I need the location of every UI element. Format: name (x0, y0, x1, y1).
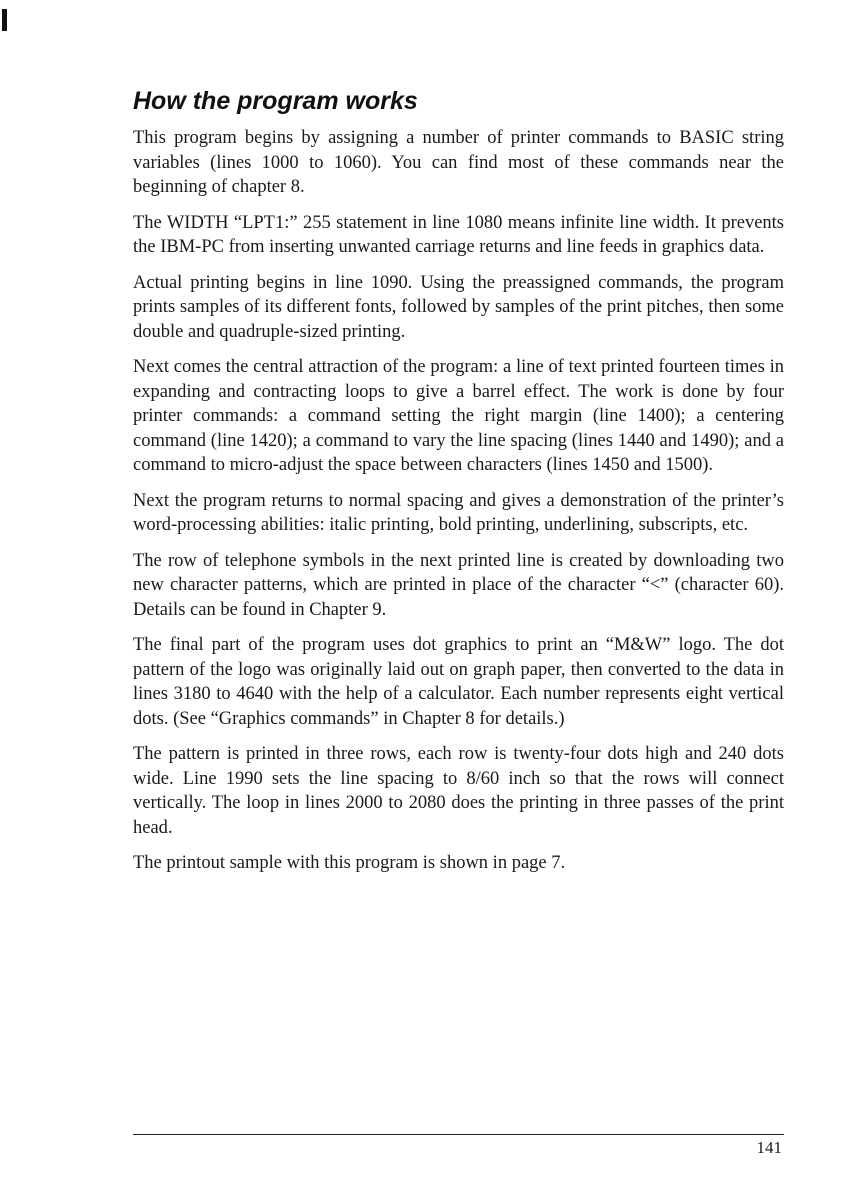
paragraph-3: Actual printing begins in line 1090. Using the preassigned commands, the program prints samples of its different fonts, followed by samples of the print pitches, then some double and quadruple-sized printing. (133, 272, 784, 342)
page-number: 141 (756, 1138, 782, 1157)
footer-divider (133, 1134, 784, 1135)
paragraph-2: The WIDTH “LPT1:” 255 statement in line 1080 means infinite line width. It prevents the IBM-PC from inserting unwanted carriage returns and line feeds in graphics data. (133, 212, 784, 257)
paragraph-9: The printout sample with this program is shown in page 7. (133, 853, 566, 873)
document-page (133, 86, 784, 887)
paragraph-8: The pattern is printed in three rows, each row is twenty-four dots high and 240 dots wide. Line 1990 sets the line spacing to 8/60 inch so that the rows will connect vertically. The loop in lines 2000 to 2080 does the printing in three passes of the print head. (133, 744, 784, 838)
paragraph-5: Next the program returns to normal spacing and gives a demonstration of the printer’s word-processing abilities: italic printing, bold printing, underlining, subscripts, etc. (133, 490, 784, 535)
paragraph-1: This program begins by assigning a number of printer commands to BASIC string variables (lines 1000 to 1060). You can find most of these commands near the beginning of chapter 8. (133, 128, 784, 197)
paragraph-6: The row of telephone symbols in the next printed line is created by downloading two new character patterns, which are printed in place of the character “<” (character 60). Details can be found in Chapter 9. (133, 550, 784, 620)
section-heading: How the program works (133, 87, 418, 115)
paragraph-7: The final part of the program uses dot graphics to print an “M&W” logo. The dot pattern of the logo was originally laid out on graph paper, then converted to the data in lines 3180 to 4640 with the help of a calculator. Each number represents eight vertical dots. (See “Graphics commands” in Chapter 8 for details.) (133, 635, 784, 729)
page-edge-mark (2, 9, 7, 31)
paragraph-4: Next comes the central attraction of the program: a line of text printed fourteen times in expanding and contracting loops to give a barrel effect. The work is done by four printer commands: a command setting the right margin (line 1400); a centering command (line 1420); a command to vary the line spacing (lines 1440 and 1490); and a command to micro-adjust the space between characters (lines 1450 and 1500). (133, 357, 784, 475)
